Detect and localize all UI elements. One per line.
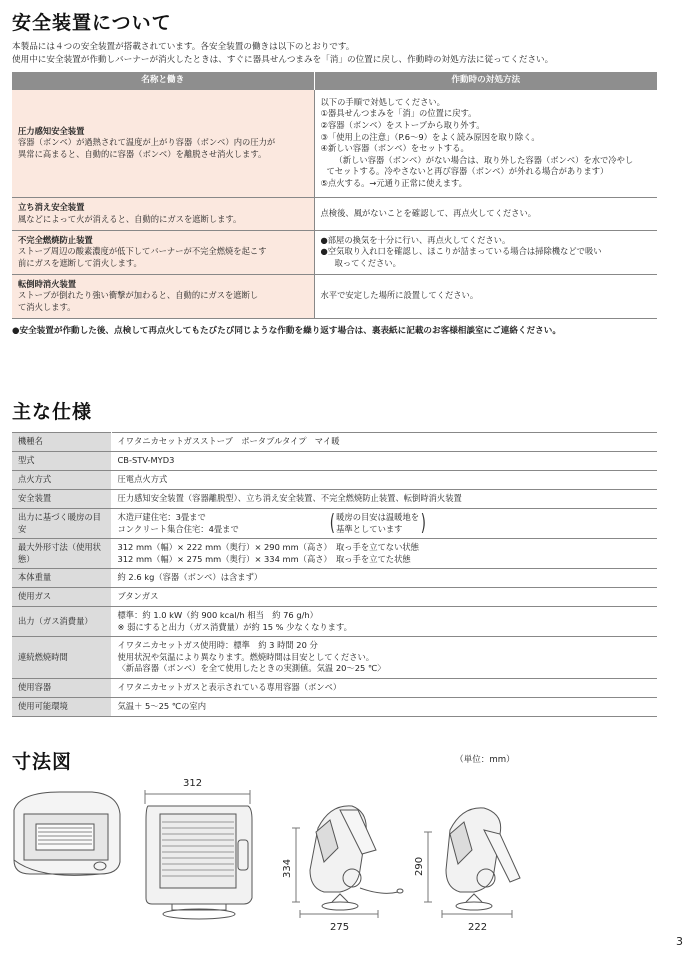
- table-row: [12, 471, 657, 490]
- spec-value: CB-STV-MYD3: [111, 452, 657, 471]
- spec-line: 312 mm（幅）× 222 mm（奥行）× 290 mm（高さ） 取っ手を立てない状態: [117, 541, 419, 552]
- stove-perspective-drawing: [14, 792, 120, 875]
- stove-side-handle-down-drawing: [424, 808, 520, 918]
- safety-name-cell: [12, 197, 314, 230]
- spec-label: 最大外形寸法（使用状態）: [12, 539, 111, 569]
- action-step: ①器具せんつまみを「消」の位置に戻す。: [320, 108, 477, 119]
- action-step: ④新しい容器（ボンベ）をセットする。: [320, 143, 469, 154]
- table-row: [12, 679, 657, 698]
- spec-line: 木造戸建住宅：3畳まで: [117, 511, 206, 522]
- spec-label: 型式: [12, 452, 111, 471]
- spec-line: 標準：約 1.0 kW（約 900 kcal/h 相当 約 76 g/h）: [117, 609, 318, 620]
- dimension-drawings: [0, 770, 700, 940]
- spec-label: 点火方式: [12, 471, 111, 490]
- device-name: 転倒時消火装置: [18, 278, 77, 289]
- action-step: 以下の手順で対処してください。: [320, 96, 445, 107]
- safety-action-cell: [314, 274, 657, 318]
- intro-line: 使用中に安全装置が作動しバーナーが消火したときは、すぐに器具せんつまみを「消」の位置に戻し、作動時の対処方法に従ってください。: [12, 55, 554, 65]
- device-name: 不完全燃焼防止装置: [18, 234, 93, 245]
- device-desc: 前にガスを遮断して消火します。: [18, 257, 142, 268]
- spec-value: [111, 509, 657, 539]
- table-row: [12, 509, 657, 539]
- table-row: [12, 637, 657, 679]
- table-row: [12, 698, 657, 717]
- table-row: [12, 230, 657, 274]
- spec-label: 連続燃焼時間: [12, 637, 111, 679]
- device-desc: ストーブが倒れたり強い衝撃が加わると、自動的にガスを遮断し: [18, 290, 259, 301]
- safety-footnote: ●安全装置が作動した後、点検して再点火してもたびたび同じような作動を繰り返す場合は、裏表紙に記載のお客様相談室にご連絡ください。: [12, 326, 561, 336]
- safety-intro: [12, 41, 692, 67]
- table-row: [12, 197, 657, 230]
- safety-action-cell: [314, 230, 657, 274]
- device-desc: 容器（ボンベ）が過熱されて温度が上がり容器（ボンベ）内の圧力が: [18, 137, 276, 148]
- action-step: ●部屋の換気を十分に行い、再点火してください。: [320, 234, 511, 245]
- table-row: [12, 90, 657, 197]
- device-desc: 異常に高まると、自動的に容器（ボンベ）を離脱させ消火します。: [18, 149, 267, 160]
- stove-side-handle-up-drawing: [292, 806, 403, 918]
- spec-value: [111, 607, 657, 637]
- dim-depth-down: 222: [468, 922, 488, 933]
- dim-height-up: 334: [282, 858, 293, 878]
- spec-table: [12, 432, 657, 717]
- action-step: 点検後、風がないことを確認して、再点火してください。: [320, 207, 537, 218]
- table-row: [12, 569, 657, 588]
- device-desc: ストーブ周辺の酸素濃度が低下してバーナーが不完全燃焼を起こす: [18, 246, 267, 257]
- action-step: ②容器（ボンベ）をストーブから取り外す。: [320, 120, 485, 131]
- safety-action-cell: [314, 90, 657, 197]
- section-title-dimensions: 寸法図: [12, 751, 73, 773]
- action-step: ⑤点火する。→元通り正常に使えます。: [320, 178, 467, 189]
- table-row: [12, 539, 657, 569]
- spec-value: ブタンガス: [111, 588, 657, 607]
- spec-note-line: 基準としています: [336, 523, 403, 534]
- spec-line: コンクリート集合住宅：4畳まで: [117, 523, 239, 534]
- intro-line: 本製品には４つの安全装置が搭載されています。各安全装置の働きは以下のとおりです。: [12, 42, 355, 52]
- device-desc: て消火します。: [18, 301, 76, 312]
- spec-label: 使用容器: [12, 679, 111, 698]
- spec-line: ※ 弱にすると出力（ガス消費量）が約 15 % 少なくなります。: [117, 621, 352, 632]
- spec-note-line: 暖房の目安は温暖地を: [336, 511, 420, 522]
- safety-name-cell: [12, 274, 314, 318]
- spec-label: 出力（ガス消費量）: [12, 607, 111, 637]
- spec-value: [111, 637, 657, 679]
- spec-value: [111, 539, 657, 569]
- dim-width: 312: [183, 778, 203, 789]
- safety-header-action: 作動時の対処方法: [314, 72, 657, 90]
- table-row: [12, 433, 657, 452]
- page-number: 3: [676, 935, 683, 948]
- safety-header-name: 名称と働き: [12, 72, 314, 90]
- action-step: ③「使用上の注意」（P.6〜9）をよく読み原因を取り除く。: [320, 131, 540, 142]
- device-name: 立ち消え安全装置: [18, 201, 85, 212]
- spec-value: イワタニカセットガスと表示されている専用容器（ボンベ）: [111, 679, 657, 698]
- device-desc: 風などによって火が消えると、自動的にガスを遮断します。: [18, 213, 242, 224]
- safety-action-cell: [314, 197, 657, 230]
- spec-label: 機種名: [12, 433, 111, 452]
- table-row: [12, 588, 657, 607]
- spec-label: 使用ガス: [12, 588, 111, 607]
- unit-label: （単位：mm）: [455, 755, 515, 765]
- spec-label: 安全装置: [12, 490, 111, 509]
- spec-value: 気温＋ 5〜25 ℃の室内: [111, 698, 657, 717]
- spec-value: 圧力感知安全装置（容器離脱型）、立ち消え安全装置、不完全燃焼防止装置、転倒時消火装置: [111, 490, 657, 509]
- action-step: ●空気取り入れ口を確認し、ほこりが詰まっている場合は掃除機などで吸い: [320, 246, 602, 257]
- action-step: 水平で安定した場所に設置してください。: [320, 290, 479, 301]
- action-step: （新しい容器（ボンベ）がない場合は、取り外した容器（ボンベ）を水で冷やし: [334, 154, 634, 165]
- table-row: [12, 490, 657, 509]
- spec-line: 312 mm（幅）× 275 mm（奥行）× 334 mm（高さ） 取っ手を立てた状態: [117, 553, 411, 564]
- table-row: [12, 607, 657, 637]
- dim-height-down: 290: [414, 856, 425, 876]
- safety-table: [12, 72, 657, 319]
- spec-line: イワタニカセットガス使用時：標準 約 3 時間 20 分: [117, 640, 318, 651]
- safety-name-cell: [12, 90, 314, 197]
- spec-value: イワタニカセットガスストーブ ポータブルタイプ マイ暖: [111, 433, 657, 452]
- device-name: 圧力感知安全装置: [18, 125, 85, 136]
- spec-value: 圧電点火方式: [111, 471, 657, 490]
- spec-line: 〈新品容器（ボンベ）を全て使用したときの実測値。気温 20〜25 ℃〉: [117, 663, 386, 674]
- action-step: てセットする。冷やさないと再び容器（ボンベ）が外れる場合があります）: [326, 166, 609, 177]
- table-row: [12, 274, 657, 318]
- section-title-safety: 安全装置について: [12, 12, 172, 34]
- spec-line: 使用状況や気温により異なります。燃焼時間は目安としてください。: [117, 651, 375, 662]
- stove-front-drawing: [145, 790, 252, 919]
- dim-depth-up: 275: [330, 922, 350, 933]
- spec-label: 出力に基づく暖房の目安: [12, 509, 111, 539]
- action-step: 取ってください。: [334, 257, 401, 268]
- section-title-specs: 主な仕様: [12, 401, 93, 423]
- spec-label: 使用可能環境: [12, 698, 111, 717]
- spec-label: 本体重量: [12, 569, 111, 588]
- safety-name-cell: [12, 230, 314, 274]
- table-row: [12, 452, 657, 471]
- spec-note: ( 暖房の目安は温暖地を 基準としています ): [329, 510, 426, 536]
- spec-value: 約 2.6 kg（容器（ボンベ）は含まず）: [111, 569, 657, 588]
